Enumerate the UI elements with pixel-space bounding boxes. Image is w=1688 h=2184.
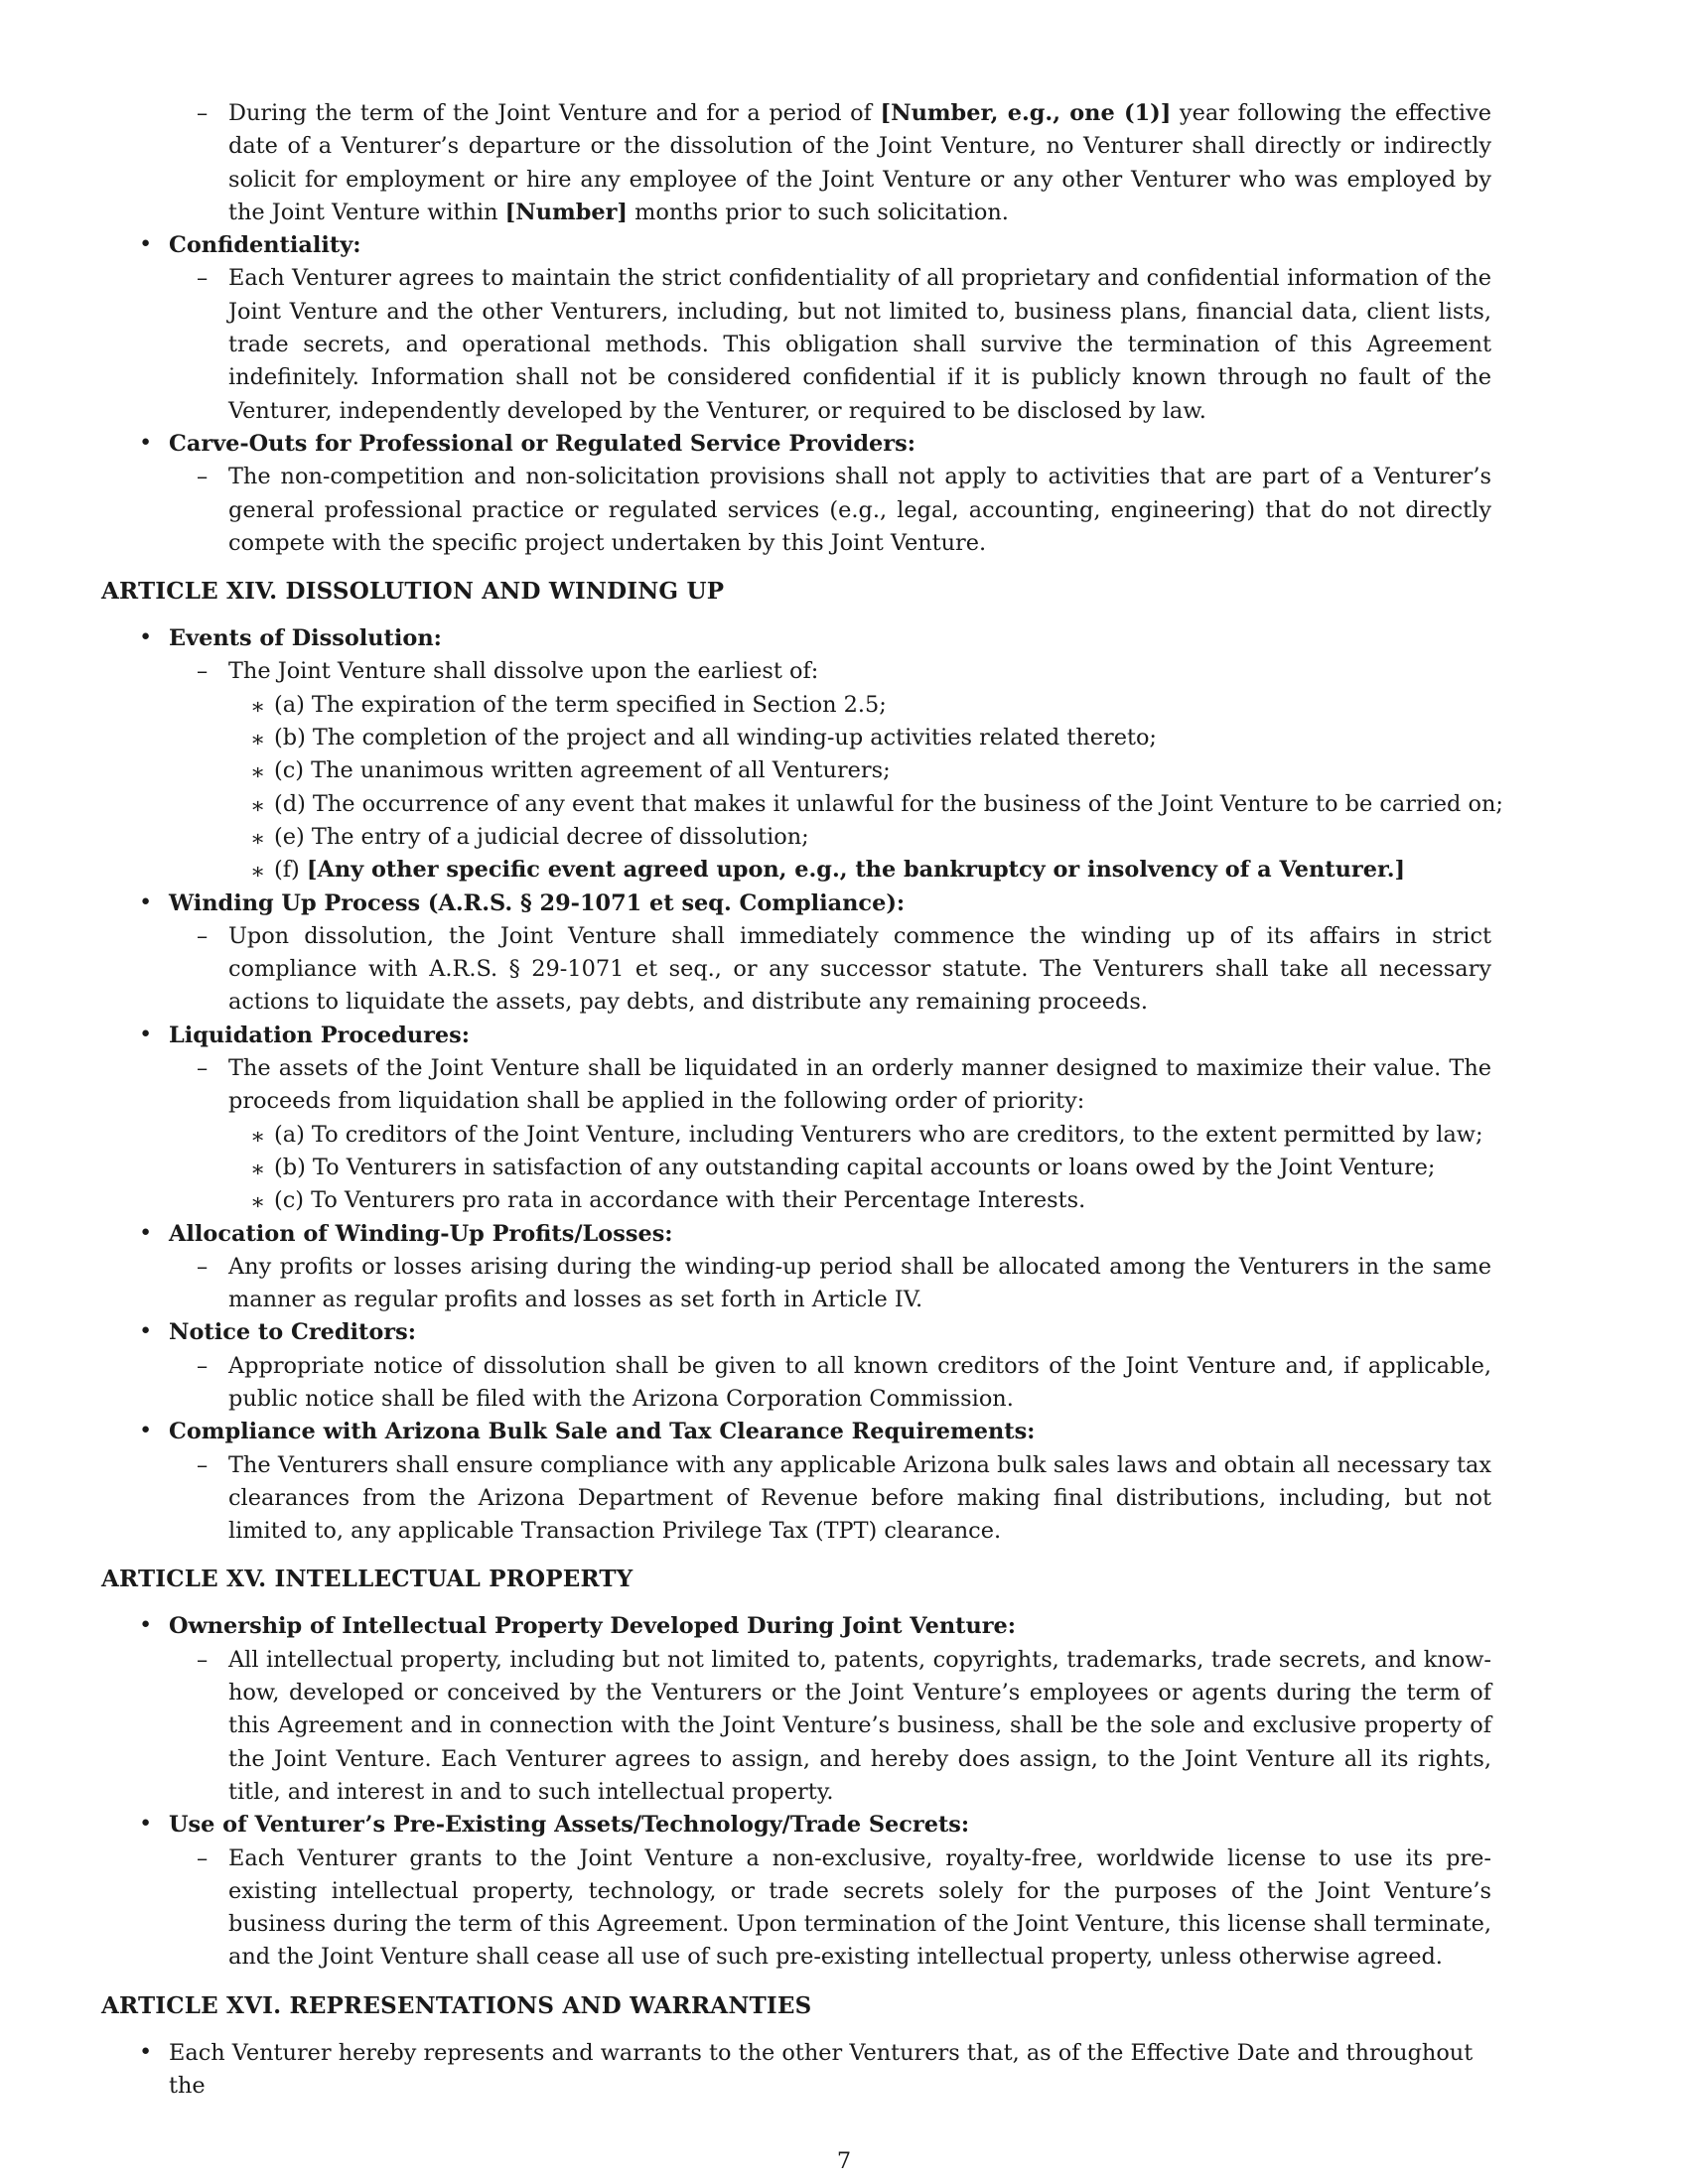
bullet-marker: •: [139, 888, 153, 915]
dash-marker: –: [197, 1352, 209, 1379]
list-item-text: (b) To Venturers in satisfaction of any outstanding capital accounts or loans owed by the Joint Venture;: [274, 1154, 1436, 1180]
paragraph-text: Each Venturer hereby represents and warrants to the other Venturers that, as of the Effective Date and throughout the: [169, 2039, 1474, 2100]
list-item: [101, 1184, 1531, 1217]
star-marker: ∗: [250, 825, 266, 852]
dash-marker: –: [197, 1055, 209, 1082]
list-item-text: (c) To Venturers pro rata in accordance with their Percentage Interests.: [274, 1187, 1086, 1214]
article-xiv-title: ARTICLE XIV. DISSOLUTION AND WINDING UP: [101, 578, 725, 606]
heading-text: Winding Up Process (A.R.S. § 29-1071 et seq. Compliance):: [169, 889, 906, 916]
paragraph-text: All intellectual property, including but not limited to, patents, copyrights, trademarks, trade secrets, and know-how, developed or conceived by the Venturers or the Joint Venture’s employees or agents during the term of this Agreement and in connection with the Joint Venture’s business, shall be the sole and exclusive property of the Joint Venture. Each Venturer agrees to assign, and hereby does assign, to the Joint Venture all its rights, title, and interest in and to such intellectual property.: [228, 1646, 1491, 1805]
liquidation-paragraph: [101, 1052, 1491, 1119]
section-heading-compliance: [101, 1416, 1491, 1448]
bullet-marker: •: [139, 2038, 153, 2065]
dash-marker: –: [197, 1646, 209, 1673]
dash-marker: –: [197, 658, 209, 685]
dash-marker: –: [197, 265, 209, 292]
document-page: [101, 97, 1591, 2103]
section-heading-ip-ownership: [101, 1610, 1491, 1643]
paragraph-text: During the term of the Joint Venture and for a period of: [228, 100, 881, 126]
paragraph-text: The Joint Venture shall dissolve upon the earliest of:: [228, 658, 819, 685]
section-heading-winding-up: [101, 887, 1491, 920]
star-marker: ∗: [250, 859, 266, 886]
bullet-marker: •: [139, 624, 153, 651]
paragraph-text: Any profits or losses arising during the winding-up period shall be allocated among the Venturers in the same manner as regular profits and losses as set forth in Article IV.: [228, 1253, 1491, 1313]
paragraph-text: The Venturers shall ensure compliance with any applicable Arizona bulk sales laws and obtain all necessary tax clearances from the Arizona Department of Revenue before making final distributions, including, but not limited to, any applicable Transaction Privilege Tax (TPT) clearance.: [228, 1451, 1491, 1545]
list-item: [101, 689, 1531, 722]
paragraph-text: Upon dissolution, the Joint Venture shall immediately commence the winding up of its affairs in strict compliance with A.R.S. § 29-1071 et seq., or any successor statute. The Venturers shall take all necessary actions to liquidate the assets, pay debts, and distribute any remaining proceeds.: [228, 922, 1491, 1016]
events-intro: [101, 655, 1491, 688]
section-heading-carveouts: [101, 428, 1491, 461]
heading-text: Ownership of Intellectual Property Developed During Joint Venture:: [169, 1613, 1017, 1640]
representations-item: [101, 2037, 1491, 2104]
star-marker: ∗: [250, 792, 266, 819]
winding-up-paragraph: [101, 920, 1491, 1020]
bullet-marker: •: [139, 1318, 153, 1345]
paragraph-text: year following the effective date of a Venturer’s departure or the dissolution of the Joint Venture, no Venturer shall directly or indirectly solicit for employment or hire any employee of the Joint Venture or any other Venturer who was employed by the Joint Venture within: [228, 100, 1491, 225]
list-item: [101, 754, 1531, 787]
list-item-text: (e) The entry of a judicial decree of dissolution;: [274, 823, 809, 850]
section-heading-allocation: [101, 1218, 1491, 1251]
placeholder-event: [Any other specific event agreed upon, e.g., the bankruptcy or insolvency of a Venturer.]: [306, 857, 1406, 884]
dash-marker: –: [197, 1451, 209, 1478]
bullet-marker: •: [139, 1612, 153, 1639]
article-xvi-title: ARTICLE XVI. REPRESENTATIONS AND WARRANTIES: [101, 1991, 812, 2019]
list-item-text: (d) The occurrence of any event that makes it unlawful for the business of the Joint Venture to be carried on;: [274, 790, 1503, 817]
list-item-text: (c) The unanimous written agreement of all Venturers;: [274, 757, 891, 784]
heading-text: Liquidation Procedures:: [169, 1022, 471, 1048]
preexisting-assets-paragraph: [101, 1843, 1491, 1975]
list-item: [101, 788, 1531, 821]
dash-marker: –: [197, 1253, 209, 1280]
heading-text: Use of Venturer’s Pre-Existing Assets/Technology/Trade Secrets:: [169, 1812, 970, 1839]
section-heading-events: [101, 622, 1491, 655]
section-heading-notice: [101, 1316, 1491, 1349]
paragraph-text: Each Venturer grants to the Joint Venture a non-exclusive, royalty-free, worldwide license to use its pre-existing intellectual property, technology, or trade secrets solely for the purposes of the Joint Venture’s business during the term of this Agreement. Upon termination of the Joint Venture, this license shall terminate, and the Joint Venture shall cease all use of such pre-existing intellectual property, unless otherwise agreed.: [228, 1844, 1491, 1971]
non-solicitation-paragraph: [101, 97, 1491, 229]
star-marker: ∗: [250, 693, 266, 720]
star-marker: ∗: [250, 759, 266, 786]
heading-text: Notice to Creditors:: [169, 1319, 416, 1346]
notice-paragraph: [101, 1350, 1491, 1417]
heading-text: Allocation of Winding-Up Profits/Losses:: [169, 1220, 673, 1247]
confidentiality-paragraph: [101, 262, 1491, 427]
paragraph-text: Each Venturer agrees to maintain the strict confidentiality of all proprietary and confidential information of the Joint Venture and the other Venturers, including, but not limited to, business plans, financial data, client lists, trade secrets, and operational methods. This obligation shall survive the termination of this Agreement indefinitely. Information shall not be considered confidential if it is publicly known through no fault of the Venturer, independently developed by the Venturer, or required to be disclosed by law.: [228, 265, 1491, 424]
paragraph-text: months prior to such solicitation.: [628, 199, 1009, 225]
list-item: [101, 821, 1531, 854]
paragraph-text: The non-competition and non-solicitation provisions shall not apply to activities that are part of a Venturer’s general professional practice or regulated services (e.g., legal, accounting, engineering) that do not directly compete with the specific project undertaken by this Joint Venture.: [228, 464, 1491, 556]
carveouts-paragraph: [101, 461, 1491, 560]
star-marker: ∗: [250, 727, 266, 753]
section-heading-liquidation: [101, 1020, 1491, 1052]
allocation-paragraph: [101, 1251, 1491, 1317]
list-item-text: (a) The expiration of the term specified in Section 2.5;: [274, 691, 887, 718]
star-marker: ∗: [250, 1189, 266, 1216]
dash-marker: –: [197, 464, 209, 490]
paragraph-text: Appropriate notice of dissolution shall be given to all known creditors of the Joint Venture and, if applicable, public notice shall be filed with the Arizona Corporation Commission.: [228, 1352, 1491, 1412]
heading-text: Carve-Outs for Professional or Regulated Service Providers:: [169, 430, 915, 457]
list-item-text: [250, 857, 1405, 883]
list-item: [101, 1152, 1531, 1184]
list-item: [101, 722, 1531, 754]
bullet-marker: •: [139, 1418, 153, 1444]
list-item-text: (a) To creditors of the Joint Venture, including Venturers who are creditors, to the extent permitted by law;: [274, 1121, 1483, 1148]
compliance-paragraph: [101, 1449, 1491, 1549]
item-prefix: (f): [274, 857, 307, 884]
dash-marker: –: [197, 1844, 209, 1871]
list-item: [101, 854, 1531, 887]
star-marker: ∗: [250, 1123, 266, 1150]
heading-text: Events of Dissolution:: [169, 625, 442, 652]
section-heading-preexisting-assets: [101, 1809, 1491, 1842]
list-item-text: (b) The completion of the project and all winding-up activities related thereto;: [274, 725, 1157, 751]
page-number: 7: [836, 2148, 852, 2174]
placeholder-number: [Number, e.g., one (1)]: [880, 100, 1172, 126]
article-xv-title: ARTICLE XV. INTELLECTUAL PROPERTY: [101, 1566, 633, 1593]
list-item: [101, 1119, 1531, 1152]
star-marker: ∗: [250, 1156, 266, 1182]
paragraph-text: The assets of the Joint Venture shall be liquidated in an orderly manner designed to maximize their value. The proceeds from liquidation shall be applied in the following order of priority:: [228, 1055, 1491, 1115]
ip-ownership-paragraph: [101, 1644, 1491, 1809]
bullet-marker: •: [139, 231, 153, 258]
section-heading-confidentiality: [101, 229, 1491, 262]
bullet-marker: •: [139, 1811, 153, 1838]
dash-marker: –: [197, 100, 209, 126]
heading-text: Compliance with Arizona Bulk Sale and Tax Clearance Requirements:: [169, 1419, 1036, 1445]
bullet-marker: •: [139, 429, 153, 456]
dash-marker: –: [197, 922, 209, 949]
bullet-marker: •: [139, 1021, 153, 1047]
bullet-marker: •: [139, 1219, 153, 1246]
placeholder-number: [Number]: [504, 199, 628, 225]
heading-text: Confidentiality:: [169, 232, 361, 259]
